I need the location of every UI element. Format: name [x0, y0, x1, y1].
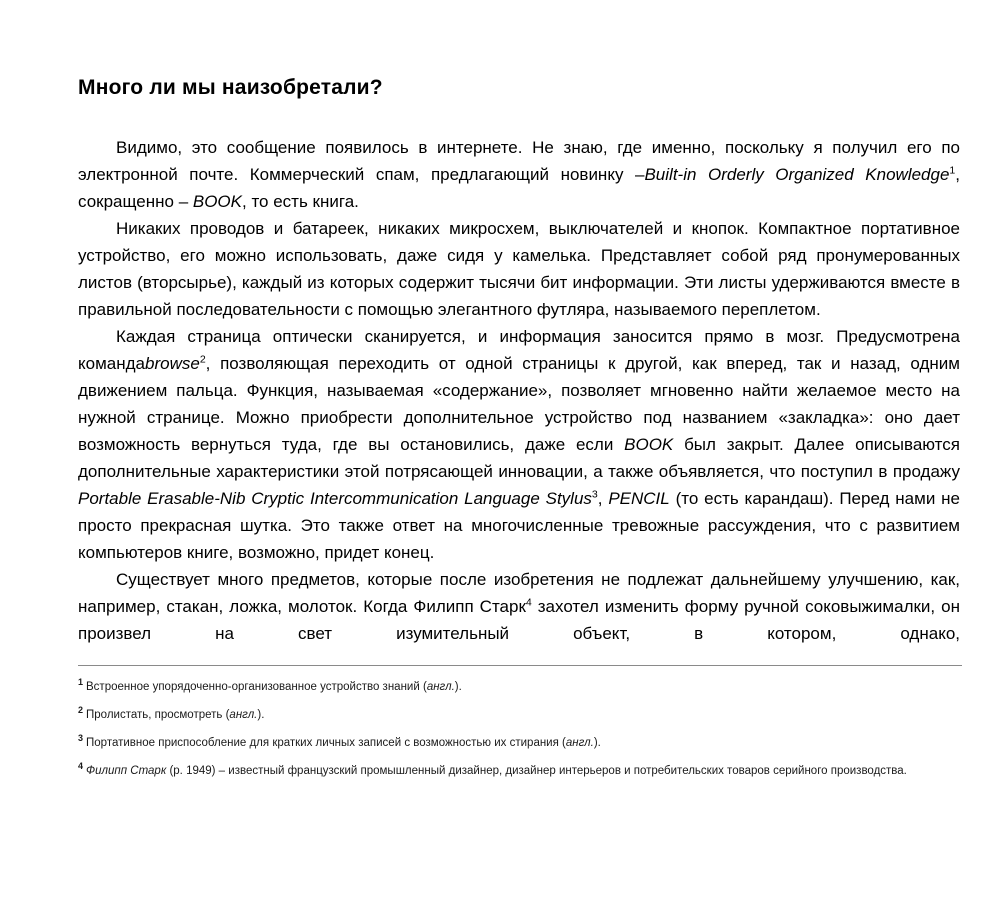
- footnote-2-text: Пролистать, просмотреть (англ.).: [86, 709, 265, 721]
- paragraph-4: Существует много предметов, которые после изобретения не подлежат дальнейшему улучшению, как, например, стакан, ложка, молоток. Когда Филипп Старк$^4$ захотел изменить форму ручной соковыжималки, он произвел на свет изумительный объект, в котором, однако,: [78, 570, 961, 643]
- footnote-4: [78, 761, 960, 779]
- footnote-3-text: Портативное приспособление для кратких личных записей с возможностью их стирания (англ.).: [86, 737, 601, 749]
- body-text: [78, 134, 960, 647]
- paragraph-1: Видимо, это сообщение появилось в интернете. Не знаю, где именно, поскольку я получил его по электронной почте. Коммерческий спам, предлагающий новинку –Built-in Orderly Organized Knowledge$^1$, сокращенно – BOOK, то есть книга.: [78, 138, 960, 211]
- footnote-2-marker: 2: [78, 705, 84, 716]
- footnote-4-marker: 4: [78, 761, 84, 772]
- footnote-divider: [78, 665, 962, 666]
- footnote-3-marker: 3: [78, 733, 84, 744]
- paragraph-2: Никаких проводов и батареек, никаких микросхем, выключателей и кнопок. Компактное портативное устройство, его можно использовать, даже сидя у камелька. Представляет собой ряд пронумерованных листов (вторсырье), каждый из которых содержит тысячи бит информации. Эти листы удерживаются вместе в правильной последовательности с помощью элегантного футляра, называемого переплетом.: [78, 219, 960, 319]
- footnote-3: [78, 733, 960, 751]
- footnotes: [78, 677, 960, 779]
- footnote-1: [78, 677, 960, 695]
- footnote-4-text: Филипп Старк (р. 1949) – известный французский промышленный дизайнер, дизайнер интерьеров и потребительских товаров серийного производства.: [86, 765, 907, 777]
- footnote-1-text: Встроенное упорядоченно-организованное устройство знаний (англ.).: [86, 681, 462, 693]
- footnote-2: [78, 705, 960, 723]
- page-title: Много ли мы наизобретали?: [78, 76, 383, 99]
- footnote-1-marker: 1: [78, 677, 84, 688]
- paragraph-3: Каждая страница оптически сканируется, и информация заносится прямо в мозг. Предусмотрена командаbrowse$^2$, позволяющая переходить от одной страницы к другой, как вперед, так и назад, одним движением пальца. Функция, называемая «содержание», позволяет мгновенно найти желаемое место на нужной странице. Можно приобрести дополнительное устройство под названием «закладка»: оно дает возможность вернуться туда, где вы остановились, даже если BOOK был закрыт. Далее описываются дополнительные характеристики этой потрясающей инновации, а также объявляется, что поступил в продажу Portable Erasable-Nib Cryptic Intercommunication Language Stylus$^3$, PENCIL (то есть карандаш). Перед нами не просто прекрасная шутка. Это также ответ на многочисленные тревожные рассуждения, что с развитием компьютеров книге, возможно, придет конец.: [78, 327, 960, 562]
